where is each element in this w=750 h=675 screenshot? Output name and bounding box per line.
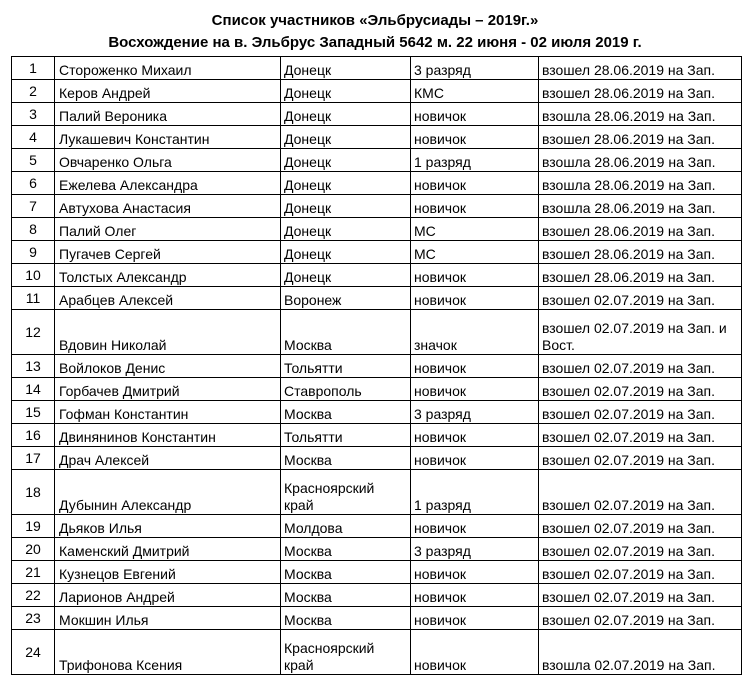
participant-rank: МС (411, 241, 539, 264)
ascent-result: взошел 02.07.2019 на Зап. (539, 607, 742, 630)
participant-name: Мокшин Илья (55, 607, 281, 630)
participant-city: Донецк (281, 149, 411, 172)
table-row (12, 103, 742, 126)
table-row (12, 241, 742, 264)
participant-rank: МС (411, 218, 539, 241)
participant-rank: новичок (411, 103, 539, 126)
ascent-result: взошла 28.06.2019 на Зап. (539, 172, 742, 195)
ascent-result: взошел 02.07.2019 на Зап. (539, 538, 742, 561)
participant-city: Москва (281, 538, 411, 561)
participant-rank: 1 разряд (411, 470, 539, 515)
row-number: 17 (12, 447, 55, 470)
participant-city: Донецк (281, 218, 411, 241)
ascent-result: взошел 28.06.2019 на Зап. (539, 126, 742, 149)
participant-name: Ларионов Андрей (55, 584, 281, 607)
ascent-result: взошел 02.07.2019 на Зап. (539, 378, 742, 401)
participant-city: Донецк (281, 241, 411, 264)
participant-city: Москва (281, 447, 411, 470)
participant-name: Горбачев Дмитрий (55, 378, 281, 401)
ascent-result: взошел 02.07.2019 на Зап. (539, 355, 742, 378)
table-row (12, 172, 742, 195)
ascent-result: взошел 28.06.2019 на Зап. (539, 241, 742, 264)
participant-rank: новичок (411, 630, 539, 675)
participant-name: Гофман Константин (55, 401, 281, 424)
participant-city: Донецк (281, 264, 411, 287)
participant-city: Донецк (281, 57, 411, 80)
ascent-result: взошел 28.06.2019 на Зап. (539, 80, 742, 103)
row-number: 15 (12, 401, 55, 424)
participant-rank: новичок (411, 264, 539, 287)
participant-rank: новичок (411, 287, 539, 310)
participant-name: Толстых Александр (55, 264, 281, 287)
participant-city: Донецк (281, 80, 411, 103)
table-row (12, 424, 742, 447)
participant-city: Москва (281, 310, 411, 355)
participant-rank: 3 разряд (411, 401, 539, 424)
participant-city: Воронеж (281, 287, 411, 310)
table-row (12, 57, 742, 80)
ascent-result: взошла 28.06.2019 на Зап. (539, 195, 742, 218)
participant-name: Трифонова Ксения (55, 630, 281, 675)
participant-city: Донецк (281, 172, 411, 195)
table-row (12, 378, 742, 401)
participant-city: Тольятти (281, 424, 411, 447)
participant-name: Войлоков Денис (55, 355, 281, 378)
participant-rank: новичок (411, 172, 539, 195)
participant-rank: КМС (411, 80, 539, 103)
participant-rank: новичок (411, 126, 539, 149)
row-number: 19 (12, 515, 55, 538)
table-row (12, 447, 742, 470)
participant-rank: 3 разряд (411, 538, 539, 561)
row-number: 24 (12, 630, 55, 675)
participant-rank: 1 разряд (411, 149, 539, 172)
participant-name: Двинянинов Константин (55, 424, 281, 447)
row-number: 2 (12, 80, 55, 103)
ascent-result: взошла 28.06.2019 на Зап. (539, 103, 742, 126)
row-number: 13 (12, 355, 55, 378)
row-number: 23 (12, 607, 55, 630)
participant-name: Стороженко Михаил (55, 57, 281, 80)
row-number: 22 (12, 584, 55, 607)
ascent-result: взошел 02.07.2019 на Зап. (539, 515, 742, 538)
table-row (12, 355, 742, 378)
ascent-result: взошел 02.07.2019 на Зап. (539, 561, 742, 584)
participant-name: Пугачев Сергей (55, 241, 281, 264)
table-row (12, 538, 742, 561)
participant-city: Ставрополь (281, 378, 411, 401)
table-row (12, 310, 742, 355)
participant-rank: 3 разряд (411, 57, 539, 80)
table-row (12, 287, 742, 310)
ascent-result: взошел 02.07.2019 на Зап. (539, 401, 742, 424)
participant-city: Москва (281, 561, 411, 584)
participant-city: Красноярский край (281, 630, 411, 675)
row-number: 12 (12, 310, 55, 355)
participant-rank: новичок (411, 515, 539, 538)
ascent-result: взошел 02.07.2019 на Зап. (539, 584, 742, 607)
ascent-result: взошел 02.07.2019 на Зап. (539, 470, 742, 515)
table-row (12, 80, 742, 103)
row-number: 10 (12, 264, 55, 287)
document-title: Список участников «Эльбрусиады – 2019г.» (211, 12, 539, 29)
row-number: 8 (12, 218, 55, 241)
participant-name: Дубынин Александр (55, 470, 281, 515)
row-number: 16 (12, 424, 55, 447)
participant-name: Драч Алексей (55, 447, 281, 470)
row-number: 21 (12, 561, 55, 584)
ascent-result: взошел 02.07.2019 на Зап. (539, 447, 742, 470)
participant-name: Дьяков Илья (55, 515, 281, 538)
table-row (12, 584, 742, 607)
ascent-result: взошел 02.07.2019 на Зап. (539, 287, 742, 310)
participant-city: Молдова (281, 515, 411, 538)
participants-table (11, 56, 742, 675)
table-row (12, 401, 742, 424)
participant-city: Донецк (281, 195, 411, 218)
table-row (12, 218, 742, 241)
ascent-result: взошел 02.07.2019 на Зап. и Вост. (539, 310, 742, 355)
ascent-result: взошел 28.06.2019 на Зап. (539, 218, 742, 241)
participant-name: Каменский Дмитрий (55, 538, 281, 561)
participant-rank: новичок (411, 378, 539, 401)
ascent-result: взошла 28.06.2019 на Зап. (539, 149, 742, 172)
participant-city: Москва (281, 584, 411, 607)
table-row (12, 470, 742, 515)
participant-rank: новичок (411, 447, 539, 470)
participant-name: Вдовин Николай (55, 310, 281, 355)
row-number: 9 (12, 241, 55, 264)
participant-city: Донецк (281, 126, 411, 149)
participant-city: Тольятти (281, 355, 411, 378)
participant-name: Лукашевич Константин (55, 126, 281, 149)
participant-city: Москва (281, 401, 411, 424)
participant-name: Кузнецов Евгений (55, 561, 281, 584)
table-row (12, 607, 742, 630)
ascent-result: взошел 02.07.2019 на Зап. (539, 424, 742, 447)
ascent-result: взошел 28.06.2019 на Зап. (539, 57, 742, 80)
table-row (12, 195, 742, 218)
table-row (12, 126, 742, 149)
table-row (12, 630, 742, 675)
participant-name: Палий Вероника (55, 103, 281, 126)
participant-rank: значок (411, 310, 539, 355)
row-number: 18 (12, 470, 55, 515)
table-row (12, 515, 742, 538)
participant-rank: новичок (411, 561, 539, 584)
participant-city: Красноярский край (281, 470, 411, 515)
ascent-result: взошел 28.06.2019 на Зап. (539, 264, 742, 287)
participant-rank: новичок (411, 607, 539, 630)
table-row (12, 264, 742, 287)
row-number: 20 (12, 538, 55, 561)
participant-name: Ежелева Александра (55, 172, 281, 195)
participant-city: Донецк (281, 103, 411, 126)
participant-name: Арабцев Алексей (55, 287, 281, 310)
participant-name: Овчаренко Ольга (55, 149, 281, 172)
row-number: 11 (12, 287, 55, 310)
row-number: 6 (12, 172, 55, 195)
table-row (12, 149, 742, 172)
row-number: 3 (12, 103, 55, 126)
row-number: 1 (12, 57, 55, 80)
table-row (12, 561, 742, 584)
ascent-result: взошла 02.07.2019 на Зап. (539, 630, 742, 675)
document-subtitle: Восхождение на в. Эльбрус Западный 5642 м. 22 июня - 02 июля 2019 г. (108, 34, 642, 51)
row-number: 5 (12, 149, 55, 172)
row-number: 14 (12, 378, 55, 401)
participant-city: Москва (281, 607, 411, 630)
participant-name: Автухова Анастасия (55, 195, 281, 218)
row-number: 4 (12, 126, 55, 149)
row-number: 7 (12, 195, 55, 218)
participant-rank: новичок (411, 355, 539, 378)
participant-rank: новичок (411, 195, 539, 218)
participant-rank: новичок (411, 584, 539, 607)
participant-name: Палий Олег (55, 218, 281, 241)
participant-rank: новичок (411, 424, 539, 447)
participant-name: Керов Андрей (55, 80, 281, 103)
